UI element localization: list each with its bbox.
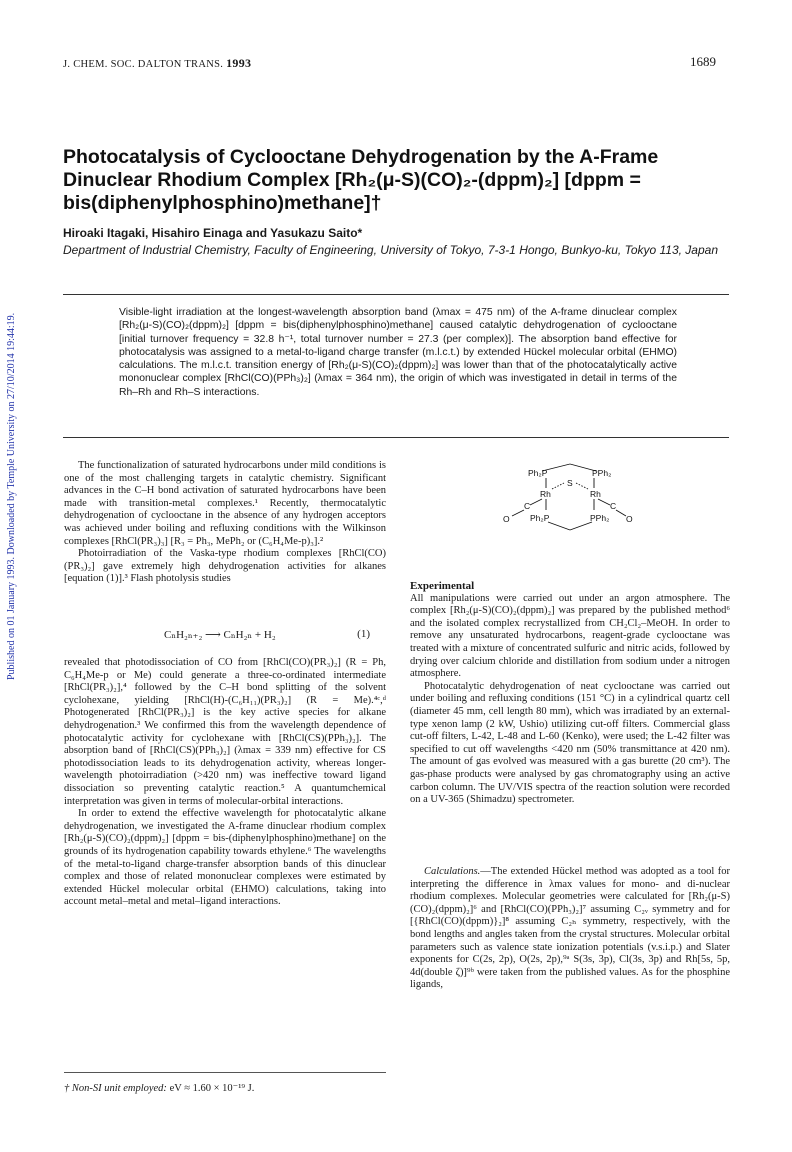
bond-c-o-right: [616, 510, 626, 516]
label-sulfur: S: [567, 478, 573, 488]
bond-rh-s-left: [552, 483, 564, 489]
footnote-prefix: † Non-SI unit employed:: [64, 1083, 167, 1094]
experimental-heading: Experimental: [410, 580, 475, 592]
abstract-bottom-rule: [63, 437, 729, 438]
journal-year: 1993: [226, 56, 252, 70]
right-column-experimental: [410, 580, 730, 807]
experimental-paragraph-1: All manipulations were carried out under an argon atmosphere. The complex [Rh₂(μ-S)(CO)₂(dppm)₂] was prepared by the published method⁶ and the isolated complex recrystallized from CH₂Cl₂–MeOH. In order to remove any unsaturated hydrocarbons, reagent-grade cyclooctane was treated with a mixture of concentrated sulfuric and nitric acids, followed by drying over calcium chloride and distillation from sodium under a nitrogen atmosphere.: [410, 592, 730, 680]
calculations-text: —The extended Hückel method was adopted as a tool for interpreting the difference in λmax values for mono- and di-nuclear rhodium complexes. Molecular geometries were calculated for [Rh₂(μ-S)(CO)₂(dppm)₂]⁶ and [RhCl(CO)(PPh₃)₂]⁷ assuming C₂ᵥ symmetry and for [{RhCl(CO)(dppm)}₂]⁸ assuming C₂ₕ symmetry, respectively, with the bond lengths and angles taken from the crystal structures. Molecular orbital parameters such as valence state ionization potentials (v.s.i.p.) and Slater exponents for C(2s, 2p), O(2s, 2p),⁹ᵃ S(3s, 3p), Cl(3s, 3p) and Rh[5s, 5p, 4d(double ζ)]⁹ᵇ were taken from the published values. As for the phosphine ligands,: [410, 866, 730, 991]
label-rh-right: Rh: [590, 489, 601, 499]
left-column-continued: [64, 657, 386, 909]
calculations-heading: Calculations.: [424, 866, 481, 877]
label-rh-left: Rh: [540, 489, 551, 499]
label-o-right: O: [626, 514, 633, 524]
footnote-value: eV ≈ 1.60 × 10⁻¹⁹ J.: [169, 1083, 255, 1094]
journal-name: J. CHEM. SOC. DALTON TRANS.: [63, 59, 224, 70]
article-title: Photocatalysis of Cyclooctane Dehydrogenation by the A-Frame Dinuclear Rhodium Complex [Rh₂(μ-S)(CO)₂-(dppm)₂] [dppm = bis(diphenylphosphino)methane]†: [63, 146, 659, 214]
calculations-paragraph: [410, 866, 730, 992]
equation-number: (1): [357, 628, 370, 640]
footnote-rule: [64, 1072, 386, 1073]
footnote: [64, 1082, 386, 1094]
bond-c-o-left: [512, 510, 524, 516]
bond-ph2p-ch2-lower-left: [548, 522, 570, 530]
experimental-paragraph-2: Photocatalytic dehydrogenation of neat cyclooctane was carried out under boiling and refluxing conditions (151 °C) in a cylindrical quartz cell (diameter 45 mm, cell length 80 mm), which was irradiated by an external-type xenon lamp (2 kW, Ushio) utilizing cut-off filters. Commercial glass cut-off filters, L-42, L-48 and L-60 (Kenko), were used; the L-42 filter was specified to cut off wavelengths <420 nm (50% transmittance at 420 nm). The amount of gas evolved was measured with a gas burette (20 cm³). The gas-phase products were analysed by gas chromatography using an active carbon column. The UV/VIS spectra of the reaction solution were recorded on a UV-365 (Shimadzu) spectrometer.: [410, 680, 730, 806]
bond-rh-c-left: [530, 499, 542, 505]
label-pph2-bottom-right: PPh₂: [590, 513, 610, 523]
authors: Hiroaki Itagaki, Hisahiro Einaga and Yasukazu Saito*: [63, 226, 363, 240]
a-frame-structure-diagram: [498, 462, 648, 534]
label-c-left: C: [524, 501, 531, 511]
label-ph2p-bottom-left: Ph₂P: [530, 513, 550, 523]
bond-ch2-pph2-lower-right: [570, 522, 592, 530]
intro-paragraph-4: In order to extend the effective wavelength for photocatalytic alkane dehydrogenation, we investigated the A-frame dinuclear rhodium complex [Rh₂(μ-S)(CO)₂(dppm)₂] [dppm = bis-(diphenylphosphino)methane] on the grounds of its hydrogenation capability towards ethylene.⁶ The wavelengths of the metal-to-ligand charge-transfer absorption bands of this dinuclear complex and those of related mononuclear complexes were estimated by extended Hückel molecular orbital (EHMO) calculations, taking into account metal–metal and metal–ligand interactions.: [64, 808, 386, 908]
download-note[interactable]: Published on 01 January 1993. Downloaded by Temple University on 27/10/2014 19:44:19.: [6, 312, 17, 680]
bond-s-rh-right: [576, 483, 588, 489]
label-ph2p-top-left: Ph₂P: [528, 468, 548, 478]
page-number: 1689: [690, 54, 716, 69]
bond-rh-c-right: [598, 499, 610, 505]
intro-paragraph-2: Photoirradiation of the Vaska-type rhodium complexes [RhCl(CO)(PR₃)₂] gave extremely high dehydrogenation activities for alkanes [equation (1)].³ Flash photolysis studies: [64, 548, 386, 585]
intro-paragraph-3: revealed that photodissociation of CO from [RhCl(CO)(PR₃)₂] (R = Ph, C₆H₄Me-p or Me) could generate a three-co-ordinated intermediate [RhCl(PR₃)₂],⁴ followed by the C–H bond splitting of the solvent cyclohexane, yielding [RhCl(H)-(C₆H₁₁)(PR₃)₂] (R = Me).⁴ᶜ,ᵈ Photogenerated [RhCl(PR₃)₂] is the key active species for alkane dehydrogenation.³ We confirmed this from the wavelength dependence of photocatalytic activity for cyclohexane with [RhCl(CS)(PPh₃)₂]. The absorption band of [RhCl(CS)(PPh₃)₂] (λmax = 339 nm) effective for CS photodissociation leads to its dehydrogenation activity, whereas longer-wavelength photoirradiation (>420 nm) was ineffective toward ligand dissociation so preventing catalytic reaction.⁵ A quantumchemical interpretation was given in terms of molecular-orbital interactions.: [64, 657, 386, 807]
label-c-right: C: [610, 501, 617, 511]
left-column-intro: [64, 460, 386, 586]
label-pph2-top-right: PPh₂: [592, 468, 612, 478]
affiliation: Department of Industrial Chemistry, Faculty of Engineering, University of Tokyo, 7-3-1 Hongo, Bunkyo-ku, Tokyo 113, Japan: [63, 243, 718, 257]
intro-paragraph-1: The functionalization of saturated hydrocarbons under mild conditions is one of the most challenging targets in catalytic chemistry. Significant advances in the C–H bond activation of saturated hydrocarbons have been made with transition-metal complexes.¹ Recently, thermocatalytic dehydrogenation of cyclooctane in the absence of any hydrogen acceptors was achieved under boiling and refluxing conditions with the Wilkinson complexes [RhCl(PR₃)₃] [R₃ = Ph₃, MePh₂ or (C₆H₄Me-p)₃].²: [64, 460, 386, 547]
journal-header: [63, 56, 251, 71]
label-o-left: O: [503, 514, 510, 524]
abstract-top-rule: [63, 294, 729, 295]
equation-body: CₙH₂ₙ₊₂ ⟶ CₙH₂ₙ + H₂: [164, 629, 276, 641]
right-column-calculations: [410, 866, 730, 992]
abstract: Visible-light irradiation at the longest-wavelength absorption band (λmax = 475 nm) of the A-frame dinuclear complex [Rh₂(μ-S)(CO)₂(dppm)₂] [dppm = bis(diphenylphosphino)methane] caused catalytic dehydrogenation of cyclooctane [initial turnover frequency = 32.8 h⁻¹, total turnover number = 27.3 (per complex)]. The absorption band effective for photocatalysis was assigned to a metal-to-ligand charge transfer (m.l.c.t.) by extended Hückel molecular orbital (EHMO) calculations. The m.l.c.t. transition energy of [Rh₂(μ-S)(CO)₂(dppm)₂] was lower than that of the photocatalytically active mononuclear complex [RhCl(CO)(PPh₃)₂] (λmax = 364 nm), the origin of which was investigated in detail in terms of the Rh–Rh and Rh–S interactions.: [119, 307, 677, 398]
